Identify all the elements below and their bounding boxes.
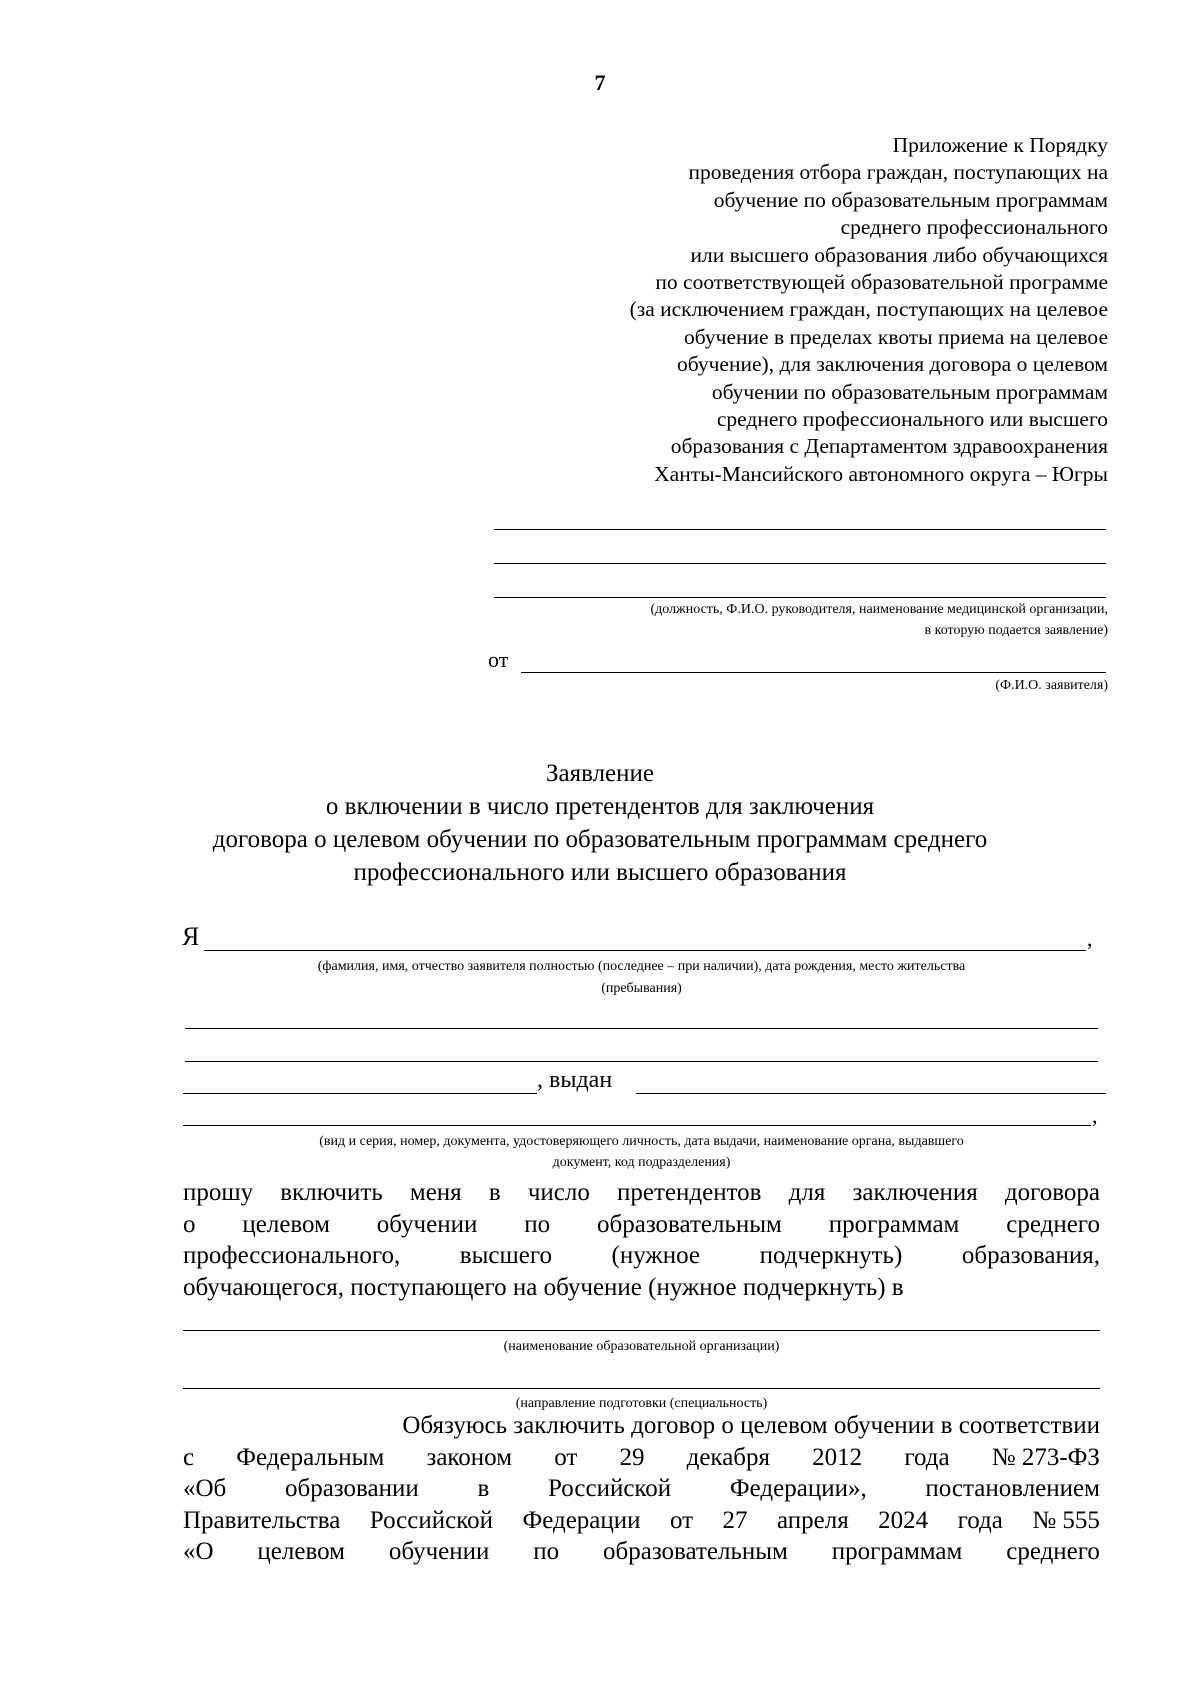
name-caption: (фамилия, имя, отчество заявителя полностью (последнее – при наличии), дата рождения, место жительства xyxy=(317,959,966,974)
document-caption: документ, код подразделения) xyxy=(552,1155,731,1170)
issued-label: , выдан xyxy=(537,1067,613,1093)
appendix-line: образования с Департаментом здравоохранения xyxy=(670,434,1108,459)
appendix-line: среднего профессионального или высшего xyxy=(716,407,1108,432)
title-line: Заявление xyxy=(545,760,655,787)
appendix-line: Приложение к Порядку xyxy=(892,133,1108,157)
appendix-line: Ханты-Мансийского автономного округа – Югры xyxy=(654,461,1108,486)
obligation-line: Обязуюсь заключить договор о целевом обучении в соответствии xyxy=(402,1412,1100,1439)
applicant-name-field[interactable] xyxy=(521,672,1106,673)
appendix-line: проведения отбора граждан, поступающих на xyxy=(688,160,1108,185)
page-number: 7 xyxy=(594,70,606,95)
appendix-line: обучение), для заключения договора о целевом xyxy=(677,352,1108,377)
recipient-caption: (должность, Ф.И.О. руководителя, наименование медицинской организации, xyxy=(650,602,1108,617)
i-label: Я xyxy=(182,922,200,951)
obligation-paragraph xyxy=(183,1410,1100,1568)
comma: , xyxy=(1087,926,1093,951)
document-caption: (вид и серия, номер, документа, удостоверяющего личность, дата выдачи, наименование органа, выдавшего xyxy=(319,1134,964,1149)
appendix-line: среднего профессионального xyxy=(840,215,1108,240)
request-paragraph xyxy=(183,1177,1100,1303)
recipient-blank-line[interactable] xyxy=(494,597,1106,598)
request-line: обучающегося, поступающего на обучение (нужное подчеркнуть) в xyxy=(183,1273,904,1301)
recipient-blank-line[interactable] xyxy=(494,529,1106,530)
full-name-field[interactable] xyxy=(204,950,1086,951)
appendix-line: или высшего образования либо обучающихся xyxy=(690,242,1108,267)
title-line: о включении в число претендентов для заключения xyxy=(325,793,875,820)
request-line: о целевом обучении по образовательным программам среднего xyxy=(183,1210,1100,1238)
issued-by-field[interactable] xyxy=(636,1093,1106,1094)
id-document-field[interactable] xyxy=(183,1093,537,1094)
title-line: профессионального или высшего образования xyxy=(353,859,847,886)
recipient-blank-line[interactable] xyxy=(494,563,1106,564)
address-line[interactable] xyxy=(185,1028,1098,1029)
obligation-line: Правительства Российской Федерации от 27 апреля 2024 года № 555 xyxy=(183,1506,1100,1534)
statement-title xyxy=(0,757,1200,889)
request-line: профессионального, высшего (нужное подчеркнуть) образования, xyxy=(183,1242,1100,1269)
applicant-caption: (Ф.И.О. заявителя) xyxy=(995,678,1108,693)
appendix-line: обучении по образовательным программам xyxy=(711,379,1108,404)
educational-organization-field[interactable] xyxy=(183,1330,1100,1331)
request-line: прошу включить меня в число претендентов для заключения договора xyxy=(183,1179,1100,1206)
title-line: договора о целевом обучении по образовательным программам среднего xyxy=(212,826,988,853)
name-caption: (пребывания) xyxy=(601,981,682,996)
specialty-field[interactable] xyxy=(183,1388,1100,1389)
address-line[interactable] xyxy=(185,1061,1098,1062)
appendix-line: обучение в пределах квоты приема на целевое xyxy=(684,324,1108,349)
appendix-line: (за исключением граждан, поступающих на целевое xyxy=(629,297,1108,322)
organization-caption: (наименование образовательной организации) xyxy=(503,1339,780,1354)
appendix-line: по соответствующей образовательной программе xyxy=(655,270,1108,295)
from-label: от xyxy=(488,647,509,672)
recipient-caption: в которую подается заявление) xyxy=(924,623,1108,638)
appendix-line: обучение по образовательным программам xyxy=(713,187,1108,212)
specialty-caption: (направление подготовки (специальность) xyxy=(515,1396,768,1411)
obligation-line: «Об образовании в Российской Федерации», постановлением xyxy=(183,1475,1100,1502)
comma: , xyxy=(1092,1103,1098,1128)
obligation-line: с Федеральным законом от 29 декабря 2012 года № 273-ФЗ xyxy=(183,1443,1100,1471)
obligation-line: «О целевом обучении по образовательным программам среднего xyxy=(183,1538,1100,1565)
appendix-header xyxy=(488,132,1108,488)
issued-by-field-continued[interactable] xyxy=(183,1125,1091,1126)
